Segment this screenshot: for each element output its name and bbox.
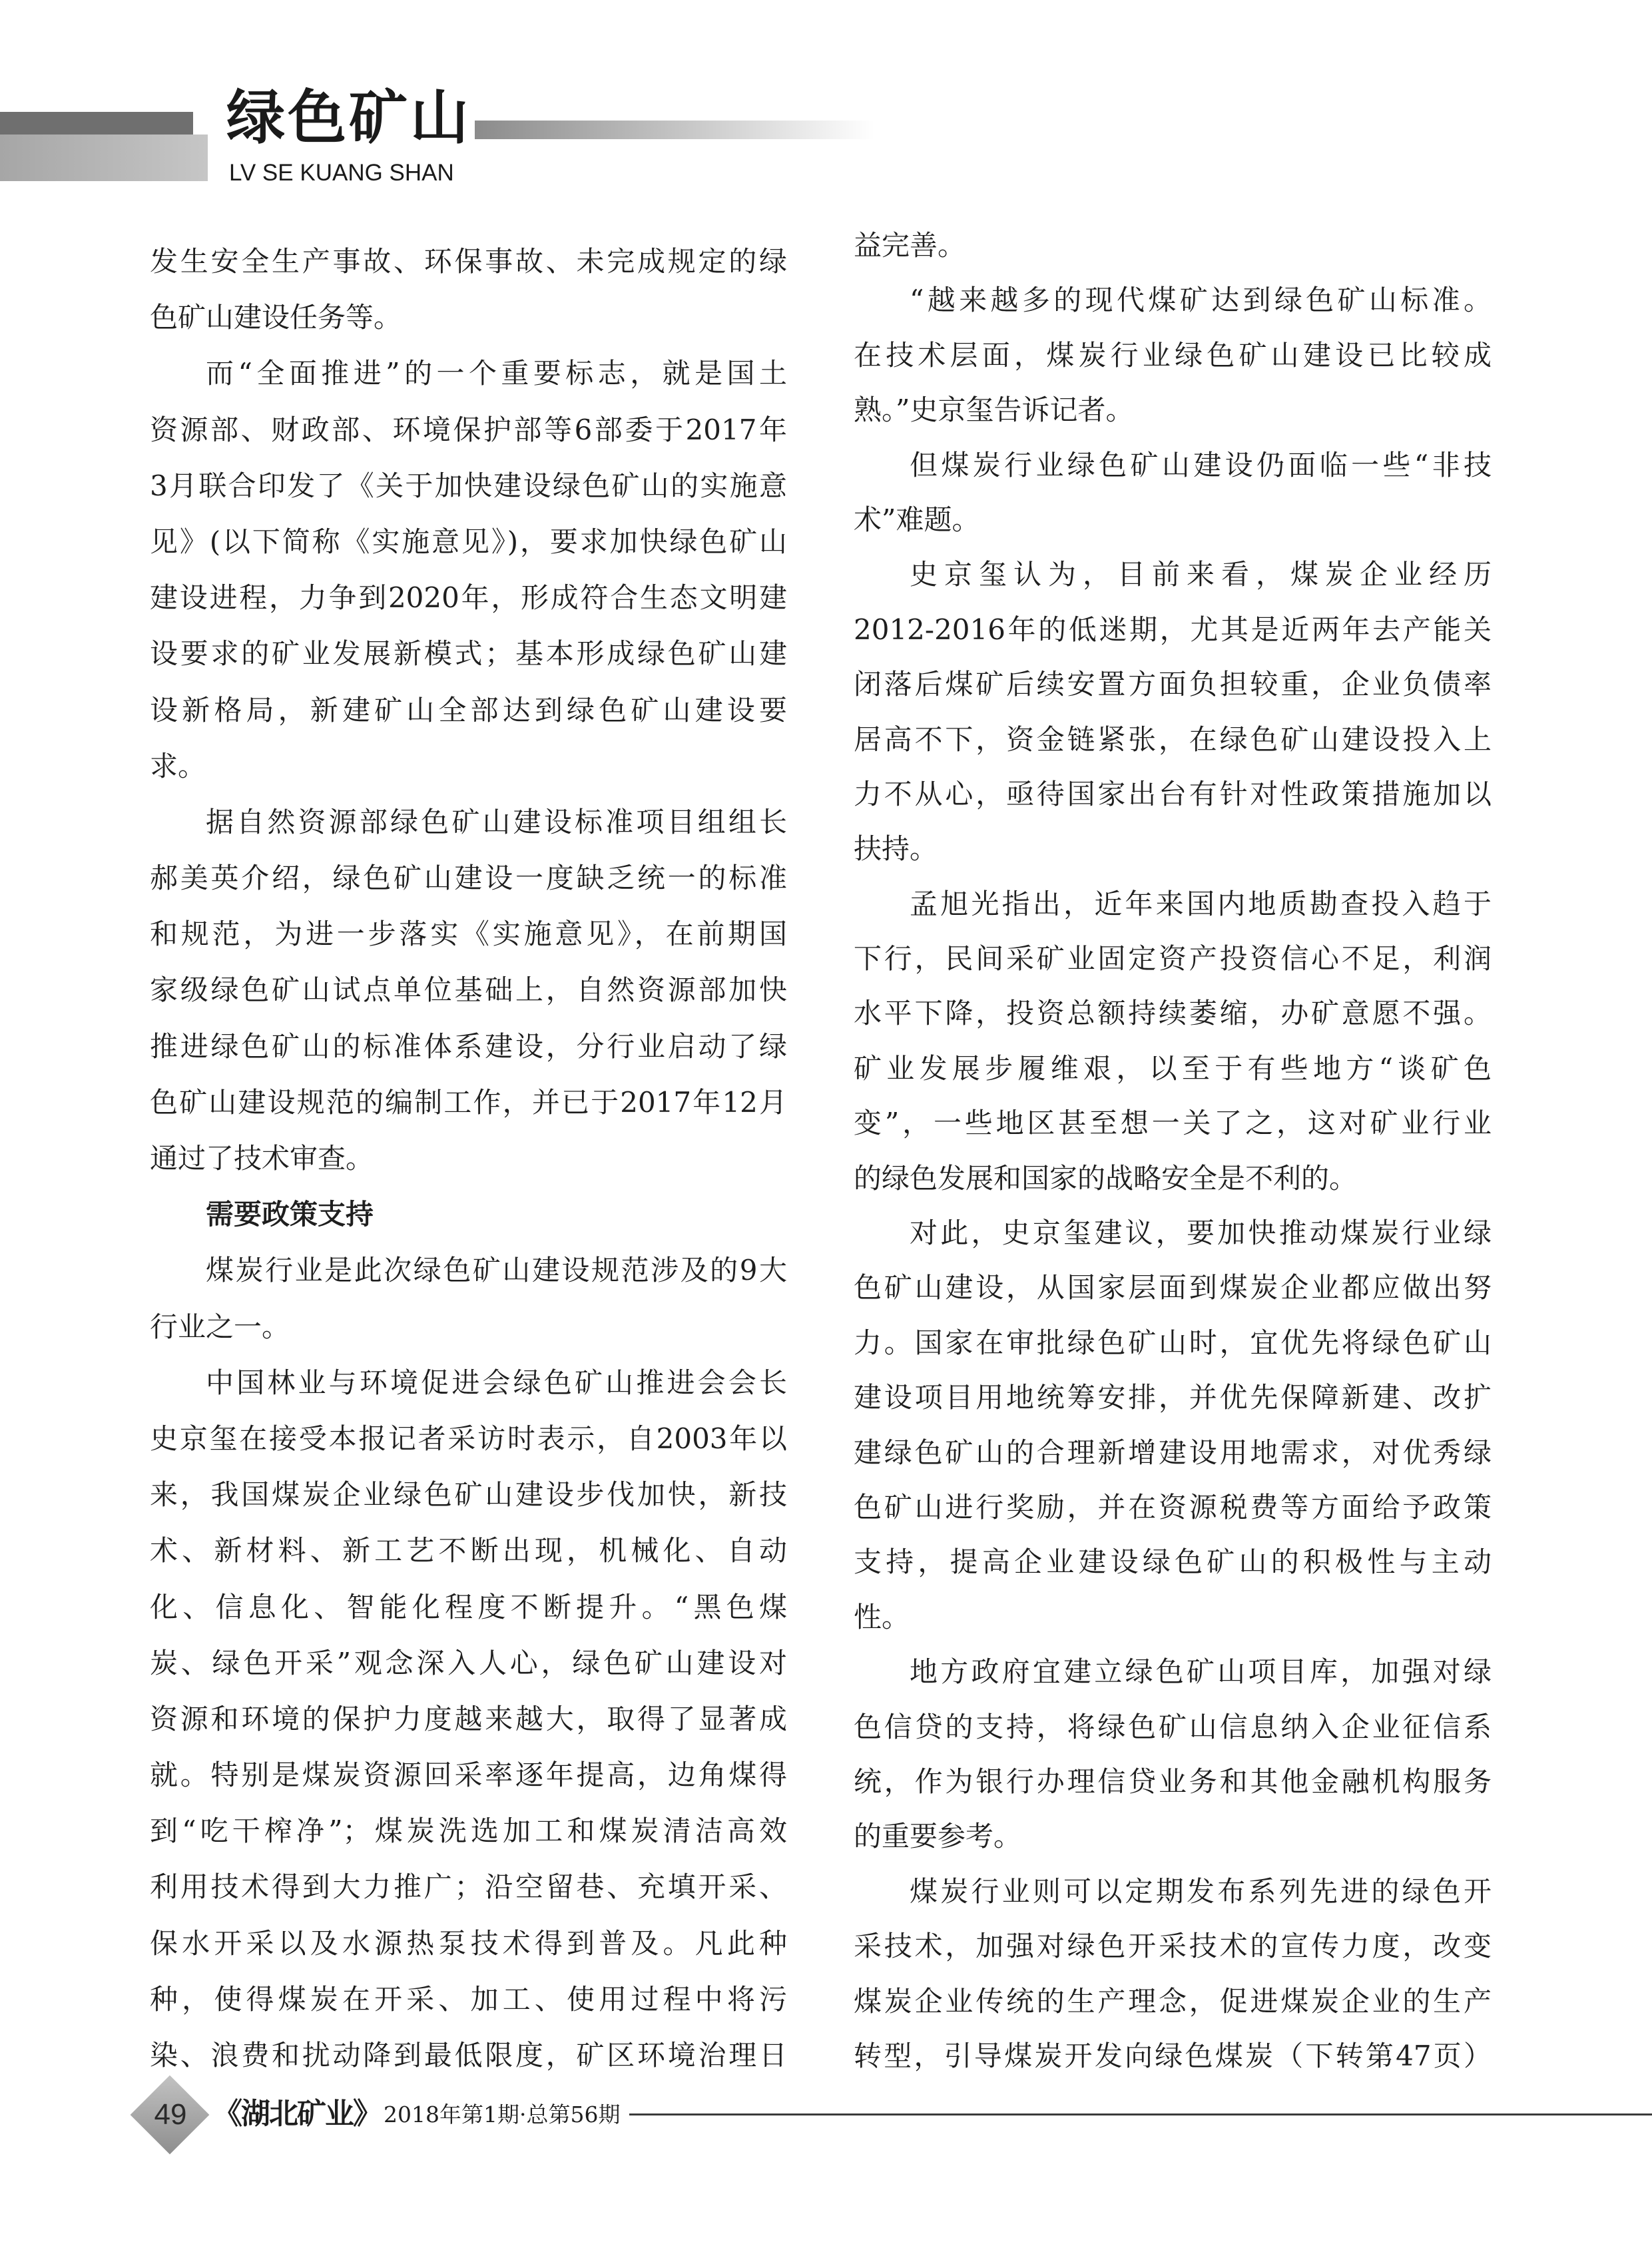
text-line: 在技术层面，煤炭行业绿色矿山建设已比较成: [854, 338, 1492, 372]
text-line: 郝美英介绍，绿色矿山建设一度缺乏统一的标准: [150, 862, 787, 895]
issue-info: 2018年第1期·总第56期: [384, 2102, 621, 2127]
text-line: 种，使得煤炭在开采、加工、使用过程中将污: [150, 1982, 787, 2016]
text-line: 色矿山建设，从国家层面到煤炭企业都应做出努: [854, 1271, 1492, 1304]
text-line: 煤炭企业传统的生产理念，促进煤炭企业的生产: [854, 1984, 1492, 2018]
text-line: 据自然资源部绿色矿山建设标准项目组组长: [206, 805, 787, 838]
text-line: 家级绿色矿山试点单位基础上，自然资源部加快: [150, 974, 787, 1007]
paragraph: [854, 218, 1492, 273]
text-line: 矿业发展步履维艰，以至于有些地方“谈矿色: [854, 1051, 1492, 1085]
text-line: 求。: [150, 749, 206, 782]
text-line: 资源部、财政部、环境保护部等6部委于2017年: [150, 413, 787, 446]
text-line: 2012-2016年的低迷期，尤其是近两年去产能关: [854, 613, 1492, 646]
text-line: 色矿山建设规范的编制工作，并已于2017年12月: [150, 1085, 787, 1119]
text-line: 利用技术得到大力推广；沿空留巷、充填开采、: [150, 1870, 787, 1904]
text-line: 和规范，为进一步落实《实施意见》，在前期国: [150, 918, 787, 951]
right-column: [854, 218, 1492, 2084]
text-line: 孟旭光指出，近年来国内地质勘查投入趋于: [910, 887, 1492, 920]
text-line: 支持，提高企业建设绿色矿山的积极性与主动: [854, 1545, 1492, 1579]
paragraph: [854, 273, 1492, 437]
text-line: 转型，引导煤炭开发向绿色煤炭（下转第47页）: [854, 2039, 1492, 2072]
journal-name: 《湖北矿业》: [213, 2097, 381, 2131]
text-line: 设新格局，新建矿山全部达到绿色矿山建设要: [150, 693, 787, 726]
paragraph: [150, 346, 787, 794]
header-bar-light: [0, 135, 208, 181]
text-line: 的重要参考。: [854, 1820, 1022, 1853]
text-line: 性。: [854, 1600, 910, 1633]
text-line: 力不从心，亟待国家出台有针对性政策措施加以: [854, 777, 1492, 810]
text-line: 发生安全生产事故、环保事故、未完成规定的绿: [150, 245, 787, 278]
paragraph: [854, 1645, 1492, 1864]
paragraph: [854, 547, 1492, 876]
text-line: 通过了技术审查。: [150, 1142, 374, 1175]
header-gradient-bar: [475, 121, 874, 139]
text-line: 到“吃干榨净”；煤炭洗选加工和煤炭清洁高效: [150, 1815, 787, 1848]
text-line: 见》(以下简称《实施意见》)，要求加快绿色矿山: [150, 525, 787, 558]
footer-rule: [629, 2113, 1652, 2115]
text-line: 术、新材料、新工艺不断出现，机械化、自动: [150, 1534, 787, 1567]
text-line: 行业之一。: [150, 1310, 290, 1343]
text-line: 的绿色发展和国家的战略安全是不利的。: [854, 1161, 1358, 1195]
text-line: 色矿山进行奖励，并在资源税费等方面给予政策: [854, 1490, 1492, 1524]
text-line: 对此，史京玺建议，要加快推动煤炭行业绿: [910, 1217, 1492, 1250]
text-line: 统，作为银行办理信贷业务和其他金融机构服务: [854, 1765, 1492, 1798]
text-line: 色信贷的支持，将绿色矿山信息纳入企业征信系: [854, 1710, 1492, 1743]
paragraph: [854, 438, 1492, 548]
text-line: 地方政府宜建立绿色矿山项目库，加强对绿: [910, 1655, 1492, 1689]
paragraph: [854, 877, 1492, 1206]
section-logo-subtitle: LV SE KUANG SHAN: [229, 160, 454, 186]
text-line: 而“全面推进”的一个重要标志，就是国土: [206, 357, 787, 390]
paragraph: [150, 794, 787, 1187]
text-line: 来，我国煤炭企业绿色矿山建设步伐加快，新技: [150, 1478, 787, 1512]
text-line: 扶持。: [854, 832, 938, 866]
text-line: 下行，民间采矿业固定资产投资信心不足，利润: [854, 942, 1492, 976]
text-line: 变”，一些地区甚至想一关了之，这对矿业行业: [854, 1107, 1492, 1140]
left-column: [150, 234, 787, 2084]
text-line: 居高不下，资金链紧张，在绿色矿山建设投入上: [854, 722, 1492, 756]
text-line: 但煤炭行业绿色矿山建设仍面临一些“非技: [910, 448, 1492, 481]
text-line: 煤炭行业是此次绿色矿山建设规范涉及的9大: [206, 1254, 787, 1287]
text-line: 推进绿色矿山的标准体系建设，分行业启动了绿: [150, 1029, 787, 1063]
header-bar-dark: [0, 112, 193, 135]
text-line: 史京玺认为，目前来看，煤炭企业经历: [910, 558, 1492, 591]
page-number: 49: [154, 2098, 187, 2131]
section-logo-title: 绿色矿山: [226, 83, 472, 152]
text-line: 中国林业与环境促进会绿色矿山推进会会长: [206, 1366, 787, 1399]
text-line: 3月联合印发了《关于加快建设绿色矿山的实施意: [150, 469, 787, 502]
text-line: 色矿山建设任务等。: [150, 301, 402, 334]
text-line: 设要求的矿业发展新模式；基本形成绿色矿山建: [150, 637, 787, 671]
text-line: 建绿色矿山的合理新增建设用地需求，对优秀绿: [854, 1436, 1492, 1469]
text-line: 煤炭行业则可以定期发布系列先进的绿色开: [910, 1874, 1492, 1908]
text-line: 建设项目用地统筹安排，并优先保障新建、改扩: [854, 1381, 1492, 1414]
text-line: 熟。”史京玺告诉记者。: [854, 394, 1134, 427]
text-line: 保水开采以及水源热泵技术得到普及。凡此种: [150, 1926, 787, 1960]
text-line: 建设进程，力争到2020年，形成符合生态文明建: [150, 581, 787, 615]
text-line: 就。特别是煤炭资源回采率逐年提高，边角煤得: [150, 1759, 787, 1792]
text-line: 水平下降，投资总额持续萎缩，办矿意愿不强。: [854, 997, 1492, 1030]
paragraph: [854, 1864, 1492, 2084]
text-line: 化、信息化、智能化程度不断提升。“黑色煤: [150, 1590, 787, 1623]
text-line: 闭落后煤矿后续安置方面负担较重，企业负债率: [854, 668, 1492, 701]
paragraph: [150, 1243, 787, 1354]
text-line: 资源和环境的保护力度越来越大，取得了显著成: [150, 1702, 787, 1735]
paragraph: [150, 1355, 787, 2084]
text-line: “越来越多的现代煤矿达到绿色矿山标准。: [910, 284, 1492, 317]
text-line: 力。国家在审批绿色矿山时，宜优先将绿色矿山: [854, 1326, 1492, 1359]
text-line: 染、浪费和扰动降到最低限度，矿区环境治理日: [150, 2039, 787, 2072]
text-line: 术”难题。: [854, 503, 980, 536]
paragraph: [854, 1206, 1492, 1645]
section-heading: 需要政策支持: [206, 1198, 374, 1231]
text-line: 炭、绿色开采”观念深入人心，绿色矿山建设对: [150, 1646, 787, 1679]
paragraph: [150, 234, 787, 346]
text-line: 史京玺在接受本报记者采访时表示，自2003年以: [150, 1422, 787, 1455]
text-line: 益完善。: [854, 229, 966, 262]
text-line: 采技术，加强对绿色开采技术的宣传力度，改变: [854, 1930, 1492, 1963]
